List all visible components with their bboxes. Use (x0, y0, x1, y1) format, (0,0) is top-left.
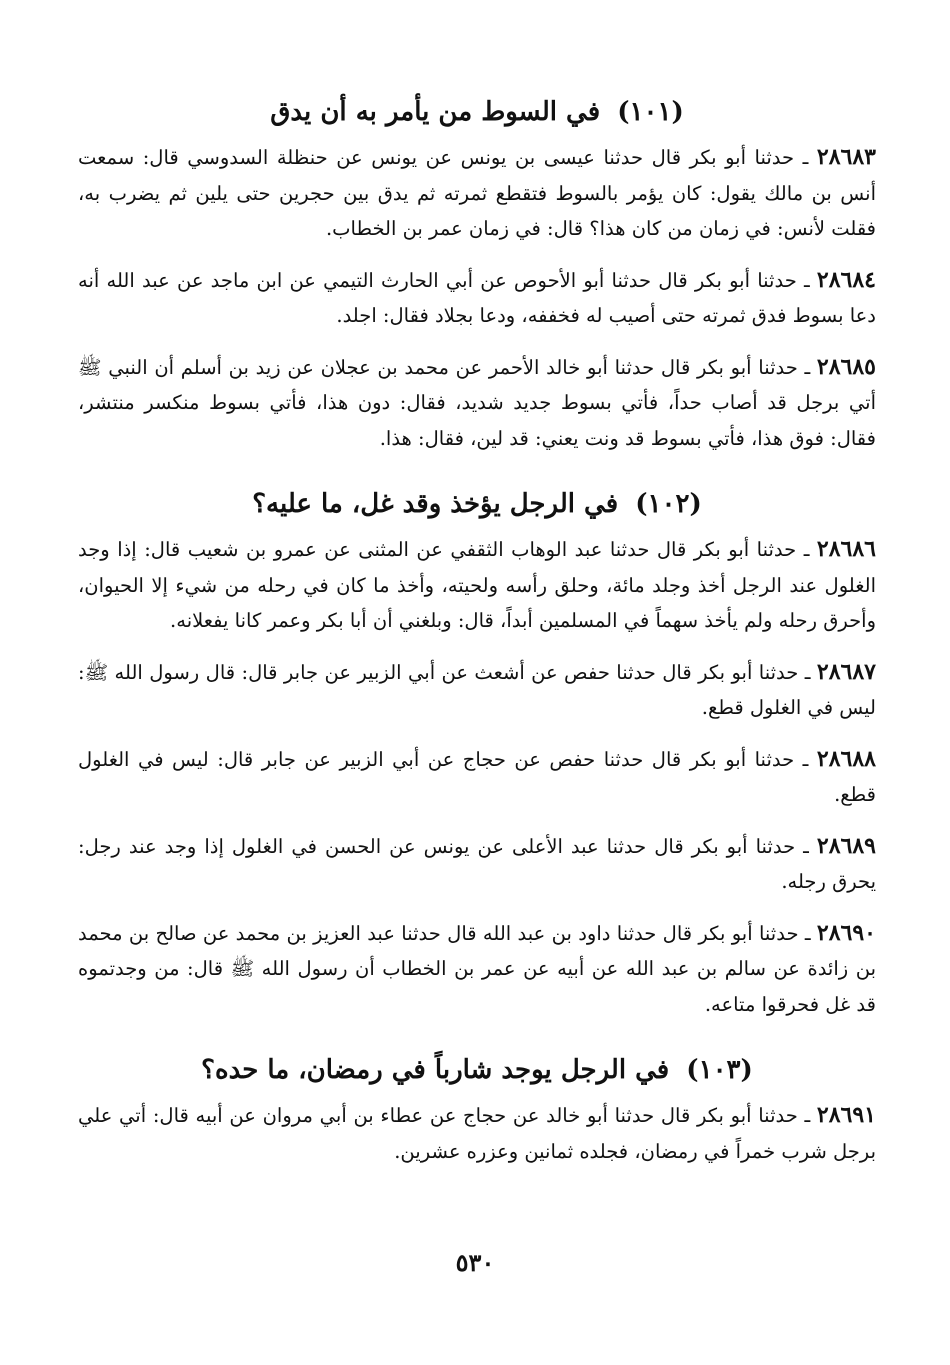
hadith-number: ٢٨٦٨٣ (816, 144, 876, 170)
hadith-text: ـ حدثنا أبو بكر قال حدثنا عبد الأعلى عن يونس عن الحسن في الغلول إذا وجد عند رجل: يحرق رجله. (78, 834, 876, 893)
hadith-number: ٢٨٦٨٨ (816, 745, 876, 772)
hadith-text: ـ حدثنا أبو بكر قال حدثنا حفص عن أشعث عن أبي الزبير عن جابر قال: قال رسول الله ﷺ: ليس في الغلول قطع. (78, 660, 876, 719)
chapter-103 (78, 1050, 876, 1169)
chapter-heading (78, 92, 876, 132)
chapter-102 (78, 484, 876, 1022)
hadith-text: ـ حدثنا أبو بكر قال حدثنا داود بن عبد الله قال حدثنا عبد العزيز بن محمد عن صالح بن محمد بن زائدة عن سالم بن عبد الله عن أبيه عن عمر بن الخطاب أن رسول الله ﷺ قال: من وجدتموه قد غل فحرقوا متاعه. (78, 921, 876, 1016)
chapter-heading (78, 484, 876, 524)
hadith-text: ـ حدثنا أبو بكر قال حدثنا حفص عن حجاج عن أبي الزبير عن جابر قال: ليس في الغلول قطع. (78, 747, 876, 806)
page-number: ٥٣٠ (455, 1248, 495, 1277)
hadith-entry (78, 350, 876, 457)
chapter-title: في الرجل يؤخذ وقد غل، ما عليه؟ (252, 489, 619, 519)
chapter-number: (١٠٣) (686, 1055, 753, 1085)
hadith-text: ـ حدثنا أبو بكر قال حدثنا أبو الأحوص عن أبي الحارث التيمي عن ابن ماجد عن عبد الله أنه دعا بسوط فدق ثمرته حتى أصيب له فخففه، ودعا بجلاد فقال: اجلد. (78, 268, 876, 327)
hadith-number: ٢٨٦٨٩ (816, 832, 876, 859)
chapter-heading (78, 1050, 876, 1090)
hadith-text: ـ حدثنا أبو بكر قال حدثنا أبو خالد الأحمر عن محمد بن عجلان عن زيد بن أسلم أن النبي ﷺ أتي برجل قد أصاب حداً، فأتي بسوط جديد شديد، فقال: دون هذا، فأتي بسوط منكسر منتشر، فقال: فوق هذا، فأتي بسوط قد ونت يعني: قد لين، فقال: هذا. (78, 355, 876, 450)
hadith-entry (78, 829, 876, 900)
hadith-number: ٢٨٦٨٧ (816, 658, 876, 685)
chapter-title: في السوط من يأمر به أن يدق (270, 97, 601, 127)
hadith-entry (78, 916, 876, 1023)
hadith-text: ـ حدثنا أبو بكر قال حدثنا عيسى بن يونس عن يونس عن حنظلة السدوسي قال: سمعت أنس بن مالك يقول: كان يؤمر بالسوط فتقطع ثمرته ثم يدق بين حجرين حتى يلين ثم يضرب به، فقلت لأنس: في زمان من كان هذا؟ قال: في زمان عمر بن الخطاب. (78, 146, 876, 240)
hadith-number: ٢٨٦٩٠ (816, 919, 876, 946)
hadith-entry (78, 742, 876, 813)
hadith-entry (78, 263, 876, 334)
section-gap (78, 472, 876, 484)
hadith-entry (78, 655, 876, 726)
hadith-entry (78, 532, 876, 639)
hadith-entry (78, 140, 876, 247)
chapter-101 (78, 92, 876, 456)
hadith-entry (78, 1098, 876, 1169)
section-gap (78, 1038, 876, 1050)
page-content (78, 92, 876, 1185)
chapter-number: (١٠١) (617, 97, 684, 127)
chapter-title: في الرجل يوجد شارباً في رمضان، ما حده؟ (201, 1055, 670, 1085)
hadith-text: ـ حدثنا أبو بكر قال حدثنا عبد الوهاب الثقفي عن المثنى عن عمرو بن شعيب قال: إذا وجد الغلول عند الرجل أخذ وجلد مائة، وحلق رأسه ولحيته، وأخذ ما كان في رحله من شيء إلا الحيوان، وأحرق رحله ولم يأخذ سهماً في المسلمين أبداً، قال: وبلغني أن أبا بكر وعمر كانا يفعلانه. (78, 538, 876, 632)
hadith-text: ـ حدثنا أبو بكر قال حدثنا أبو خالد عن حجاج عن عطاء بن أبي مروان عن أبيه قال: أتي علي برجل شرب خمراً في رمضان، فجلده ثمانين وعزره عشرين. (78, 1104, 876, 1163)
hadith-number: ٢٨٦٨٦ (816, 536, 876, 562)
hadith-number: ٢٨٦٩١ (816, 1102, 876, 1128)
hadith-number: ٢٨٦٨٥ (816, 353, 876, 380)
hadith-number: ٢٨٦٨٤ (816, 266, 876, 293)
chapter-number: (١٠٢) (635, 489, 702, 519)
